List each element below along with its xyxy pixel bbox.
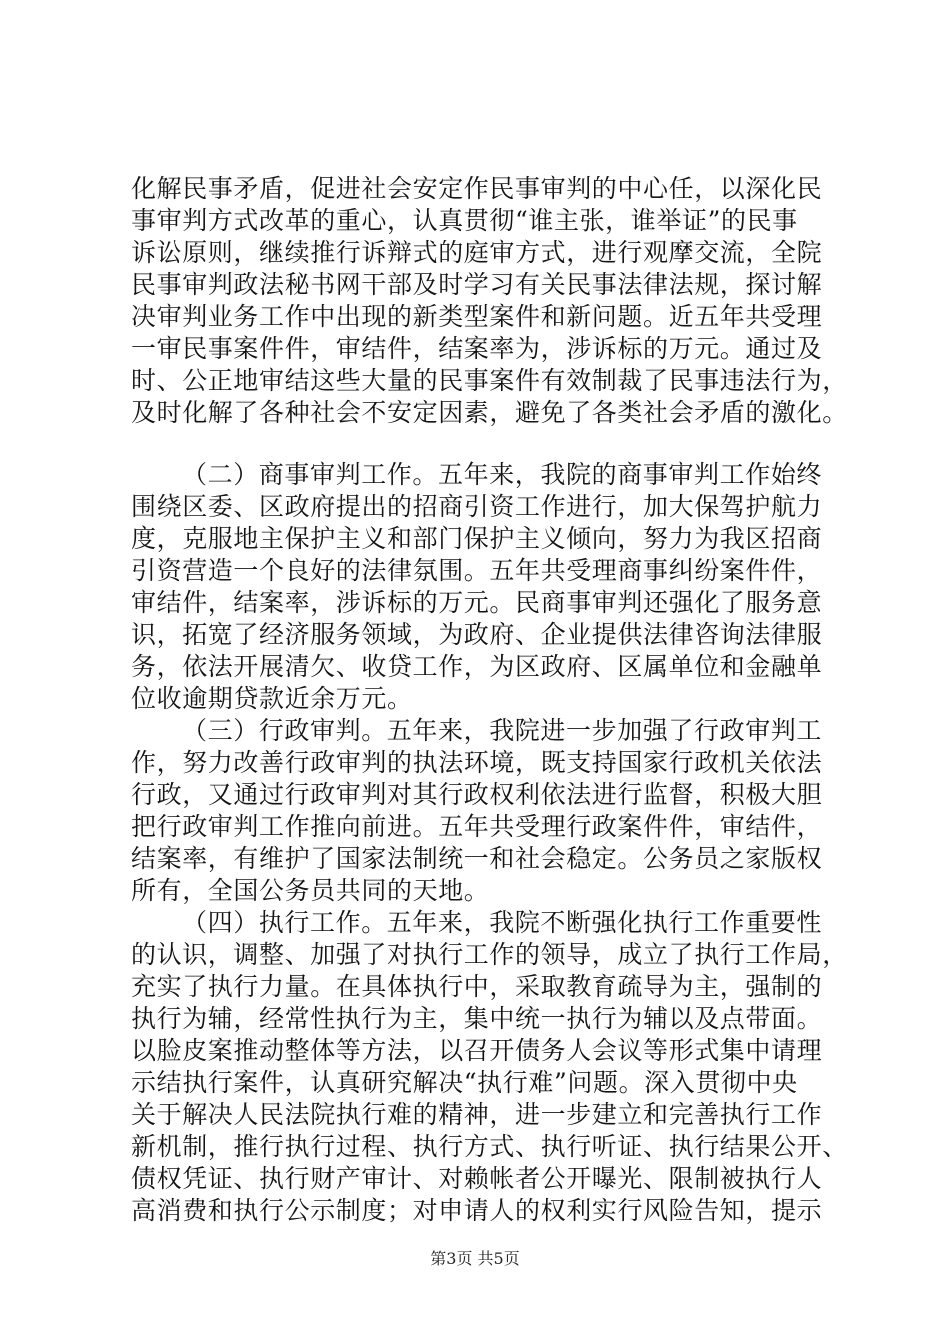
text-line: （三）行政审判。五年来，我院进一步加强了行政审判工 <box>182 716 823 745</box>
text-line: 诉讼原则，继续推行诉辩式的庭审方式，进行观摩交流，全院 <box>131 238 823 267</box>
text-line: 度，克服地主保护主义和部门保护主义倾向，努力为我区招商 <box>131 524 823 553</box>
text-line: （四）执行工作。五年来，我院不断强化执行工作重要性 <box>182 908 823 937</box>
text-line: 事审判方式改革的重心，认真贯彻“谁主张，谁举证”的民事 <box>131 206 798 235</box>
text-line: 位收逾期贷款近余万元。 <box>131 684 413 713</box>
text-line: 结案率，有维护了国家法制统一和社会稳定。公务员之家版权 <box>131 844 823 873</box>
text-line: 把行政审判工作推向前进。五年共受理行政案件件，审结件， <box>131 812 823 841</box>
text-line: 引资营造一个良好的法律氛围。五年共受理商事纠纷案件件， <box>131 556 823 585</box>
text-line: 以脸皮案推动整体等方法，以召开债务人会议等形式集中请理 <box>131 1036 823 1065</box>
text-line: 新机制，推行执行过程、执行方式、执行听证、执行结果公开、 <box>131 1132 848 1161</box>
text-line: 识，拓宽了经济服务领域，为政府、企业提供法律咨询法律服 <box>131 620 823 649</box>
page-number-footer: 第3页 共5页 <box>430 1249 520 1268</box>
text-line: 所有，全国公务员共同的天地。 <box>131 876 490 905</box>
text-line: 充实了执行力量。在具体执行中，采取教育疏导为主，强制的 <box>131 972 823 1001</box>
text-line: 示结执行案件，认真研究解决“执行难”问题。深入贯彻中央 <box>131 1068 798 1097</box>
text-line: 一审民事案件件，审结件，结案率为，涉诉标的万元。通过及 <box>131 334 823 363</box>
text-line: 作，努力改善行政审判的执法环境，既支持国家行政机关依法 <box>131 748 823 777</box>
text-line: 执行为辅，经常性执行为主，集中统一执行为辅以及点带面。 <box>131 1004 823 1033</box>
text-line: 行政，又通过行政审判对其行政权利依法进行监督，积极大胆 <box>131 780 823 809</box>
text-line: 时、公正地审结这些大量的民事案件有效制裁了民事违法行为， <box>131 366 848 395</box>
text-line: 化解民事矛盾，促进社会安定作民事审判的中心任，以深化民 <box>131 174 823 203</box>
text-line: 关于解决人民法院执行难的精神，进一步建立和完善执行工作 <box>131 1100 823 1129</box>
text-line: （二）商事审判工作。五年来，我院的商事审判工作始终 <box>182 460 823 489</box>
text-line: 决审判业务工作中出现的新类型案件和新问题。近五年共受理 <box>131 302 823 331</box>
text-line: 债权凭证、执行财产审计、对赖帐者公开曝光、限制被执行人 <box>131 1164 823 1193</box>
text-line: 审结件，结案率，涉诉标的万元。民商事审判还强化了服务意 <box>131 588 823 617</box>
text-line: 及时化解了各种社会不安定因素，避免了各类社会矛盾的激化。 <box>131 398 848 427</box>
text-line: 高消费和执行公示制度；对申请人的权利实行风险告知，提示 <box>131 1196 823 1225</box>
text-line: 围绕区委、区政府提出的招商引资工作进行，加大保驾护航力 <box>131 492 823 521</box>
text-line: 务，依法开展清欠、收贷工作，为区政府、区属单位和金融单 <box>131 652 823 681</box>
text-line: 的认识，调整、加强了对执行工作的领导，成立了执行工作局， <box>131 940 848 969</box>
text-line: 民事审判政法秘书网干部及时学习有关民事法律法规，探讨解 <box>131 270 823 299</box>
